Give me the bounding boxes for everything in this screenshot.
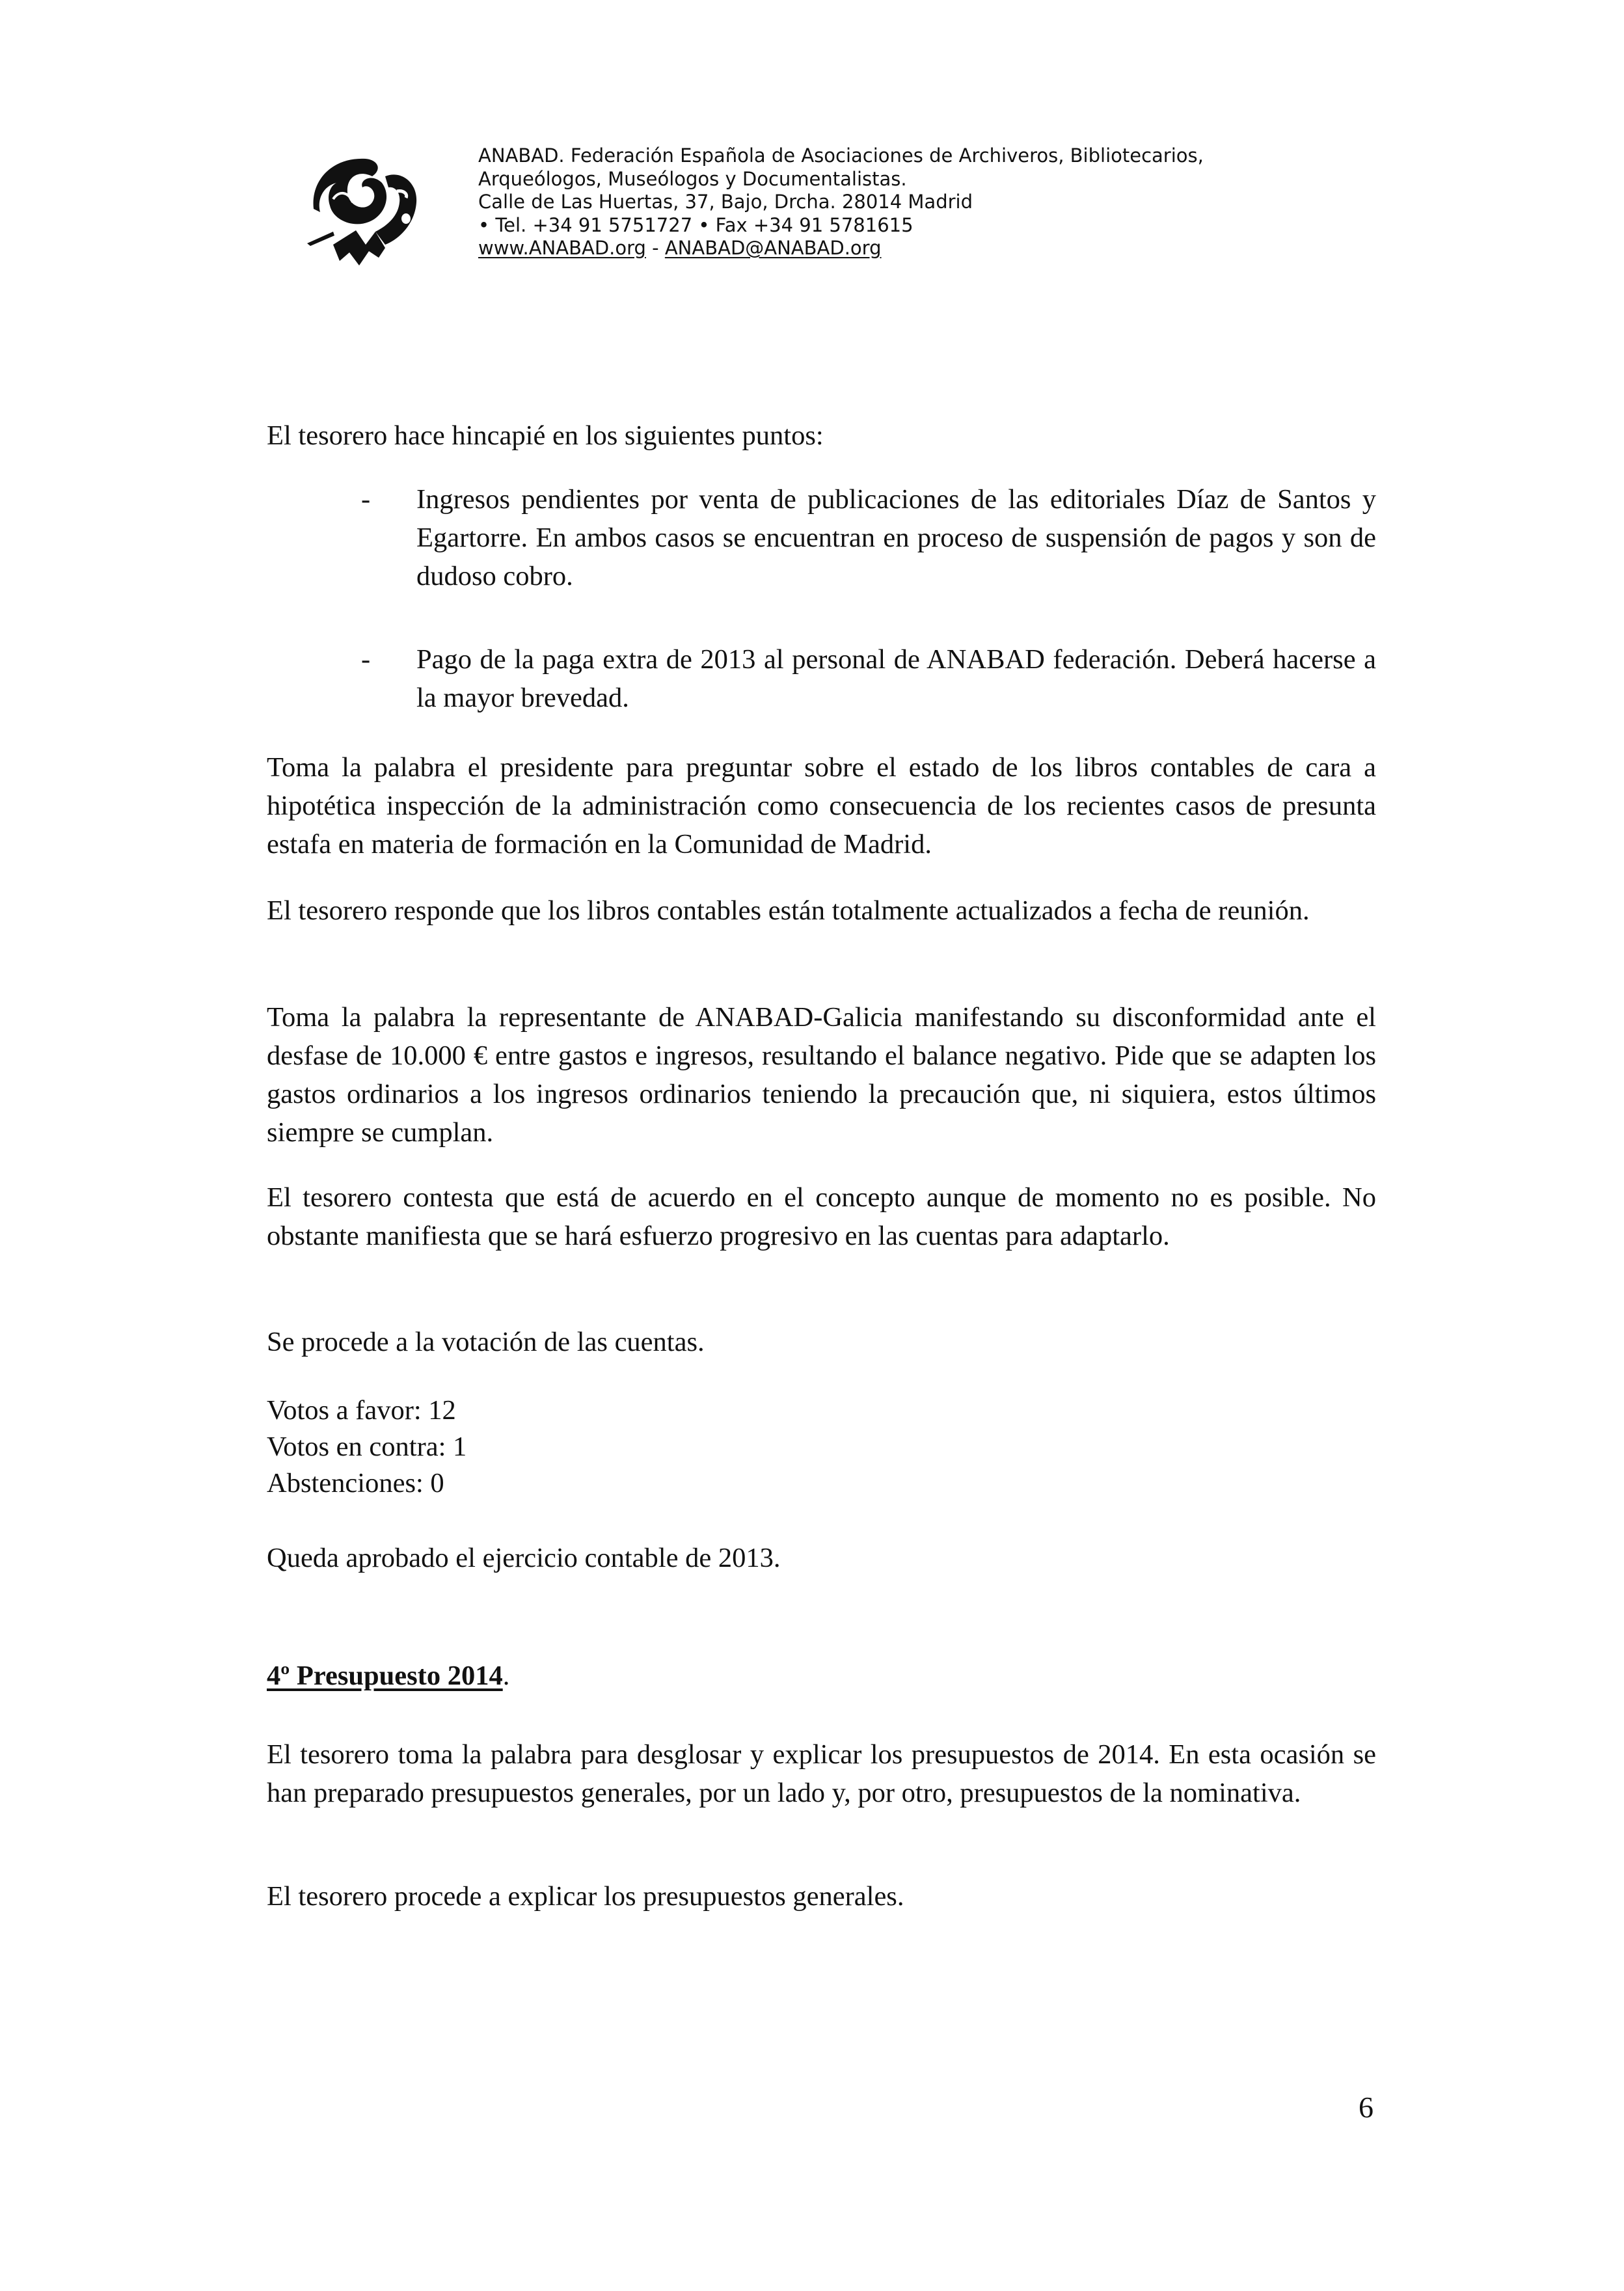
paragraph-president-question: Toma la palabra el presidente para preguntar sobre el estado de los libros contables de cara a hipotética inspección de la administración como consecuencia de los recientes casos de presunta estafa en materia de formación en la Comunidad de Madrid.: [267, 752, 1376, 860]
letterhead-org-line: ANABAD. Federación Española de Asociaciones de Archiveros, Bibliotecarios,: [478, 144, 1204, 167]
page-number: 6: [1359, 2091, 1374, 2124]
approval-statement: Queda aprobado el ejercicio contable de 2013.: [267, 1543, 781, 1573]
paragraph-treasurer-reply: El tesorero contesta que está de acuerdo en el concepto aunque de momento no es posible. No obstante manifiesta que se hará esfuerzo progresivo en las cuentas para adaptarlo.: [267, 1182, 1376, 1251]
paragraph-vote-procedure: Se procede a la votación de las cuentas.: [267, 1327, 705, 1357]
letterhead-org-line-2: Arqueólogos, Museólogos y Documentalistas.: [478, 167, 907, 190]
bullet-item: [361, 480, 1376, 595]
votes-favor: Votos a favor: 12: [267, 1395, 456, 1426]
paragraph-galicia-objection: Toma la palabra la representante de ANABAD-Galicia manifestando su disconformidad ante el desfase de 10.000 € entre gastos e ingresos, resultando el balance negativo. Pide que se adapten los gastos ordinarios a los ingresos ordinarios teniendo la precaución que, ni siquiera, estos últimos siempre se cumplan.: [267, 1002, 1376, 1148]
bullet-dash: -: [361, 484, 371, 515]
letterhead-links: [478, 237, 1204, 260]
paragraph-budget-general: El tesorero procede a explicar los presupuestos generales.: [267, 1881, 904, 1912]
votes-abstentions: Abstenciones: 0: [267, 1468, 444, 1498]
bullet-text: Ingresos pendientes por venta de publicaciones de las editoriales Díaz de Santos y Egartorre. En ambos casos se encuentran en proceso de suspensión de pagos y son de dudoso cobro.: [416, 484, 1376, 591]
link-separator: -: [645, 237, 665, 259]
section-heading-period: .: [502, 1661, 510, 1691]
intro-paragraph: El tesorero hace hincapié en los siguientes puntos:: [267, 420, 824, 451]
bullet-dash: -: [361, 644, 371, 675]
website-link[interactable]: www.ANABAD.org: [478, 237, 646, 259]
bullet-text: Pago de la paga extra de 2013 al personal de ANABAD federación. Deberá hacerse a la mayor brevedad.: [416, 644, 1376, 713]
email-link[interactable]: ANABAD@ANABAD.org: [664, 237, 882, 259]
paragraph-treasurer-response: El tesorero responde que los libros contables están totalmente actualizados a fecha de reunión.: [267, 895, 1310, 926]
letterhead-phone-fax: • Tel. +34 91 5751727 • Fax +34 91 5781615: [478, 213, 914, 236]
section-heading: [267, 1657, 509, 1695]
vote-results: [267, 1392, 1376, 1502]
section-heading-text: 4º Presupuesto 2014: [267, 1661, 503, 1691]
letterhead: [478, 144, 1204, 260]
anabad-logo-icon: [294, 147, 424, 277]
votes-against: Votos en contra: 1: [267, 1431, 467, 1462]
letterhead-address: Calle de Las Huertas, 37, Bajo, Drcha. 28014 Madrid: [478, 191, 973, 213]
paragraph-budget-intro: El tesorero toma la palabra para desglosar y explicar los presupuestos de 2014. En esta ocasión se han preparado presupuestos generales, por un lado y, por otro, presupuestos de la nominativa.: [267, 1739, 1376, 1808]
bullet-item: [361, 640, 1376, 717]
